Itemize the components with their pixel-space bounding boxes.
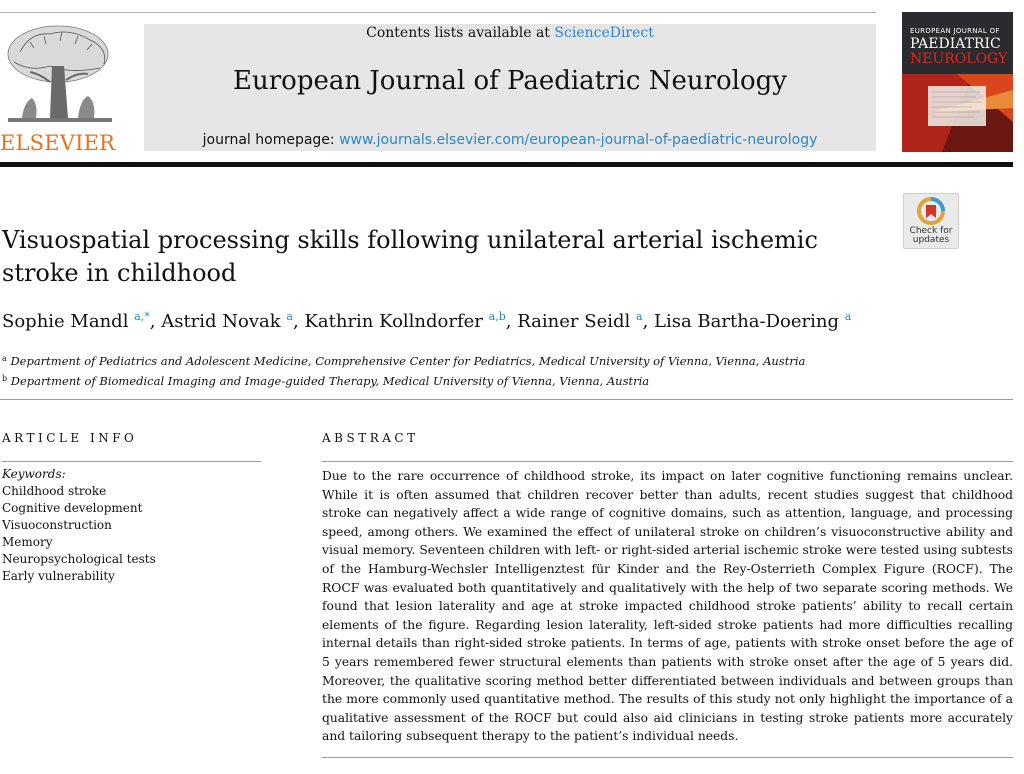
- affiliation-mark: a: [2, 354, 7, 363]
- affiliation-item: [2, 350, 1002, 370]
- affiliation-item: [2, 370, 1002, 390]
- sciencedirect-link[interactable]: ScienceDirect: [554, 25, 654, 41]
- top-divider: [0, 12, 876, 13]
- keywords-label: Keywords:: [2, 467, 66, 481]
- article-title: Visuospatial processing skills following unilateral arterial ischemic stroke in childhood: [2, 226, 818, 287]
- check-updates-line1: Check for: [909, 226, 953, 236]
- contents-line: [144, 25, 876, 41]
- abstract-heading: ABSTRACT: [322, 431, 419, 445]
- abstract-divider: [322, 461, 1013, 462]
- journal-cover-thumbnail[interactable]: [902, 12, 1013, 152]
- homepage-link[interactable]: www.journals.elsevier.com/european-journal-of-paediatric-neurology: [339, 132, 818, 148]
- check-for-updates-button[interactable]: [903, 193, 959, 249]
- header-thick-divider: [0, 162, 1013, 167]
- affiliation-text: Department of Pediatrics and Adolescent Medicine, Comprehensive Center for Pediatrics, Medical University of Vienna, Vienna, Austria: [10, 354, 806, 368]
- homepage-label: journal homepage:: [202, 132, 335, 148]
- keyword-item: Neuropsychological tests: [2, 552, 156, 566]
- bookmark-ring-icon: [904, 194, 958, 228]
- check-updates-line2: updates: [912, 235, 950, 245]
- author-name[interactable]: Lisa Bartha-Doering: [654, 311, 840, 332]
- cover-title-line3: NEUROLOGY: [910, 51, 1008, 67]
- section-divider: [0, 399, 1013, 400]
- keyword-item: Memory: [2, 535, 53, 549]
- keyword-item: Early vulnerability: [2, 569, 115, 583]
- affiliation-text: Department of Biomedical Imaging and Image-guided Therapy, Medical University of Vienna, Vienna, Austria: [10, 374, 650, 388]
- author-name[interactable]: Kathrin Kollndorfer: [304, 311, 483, 332]
- abstract-bottom-divider: [322, 757, 1013, 758]
- author-name[interactable]: Rainer Seidl: [517, 311, 631, 332]
- article-info-divider: [2, 461, 261, 462]
- affiliation-list: [2, 350, 1002, 390]
- author-name[interactable]: Astrid Novak: [161, 311, 281, 332]
- journal-banner: [144, 24, 876, 151]
- keyword-item: Visuoconstruction: [2, 518, 112, 532]
- article-info-heading: ARTICLE INFO: [2, 431, 138, 445]
- author-affiliation-mark[interactable]: a: [636, 310, 643, 323]
- keyword-item: Cognitive development: [2, 501, 143, 515]
- author-affiliation-mark[interactable]: a,b: [488, 310, 506, 323]
- author-affiliation-mark[interactable]: a: [286, 310, 293, 323]
- publisher-name: ELSEVIER: [0, 131, 116, 155]
- homepage-line: [144, 132, 876, 148]
- author-affiliation-mark[interactable]: a: [844, 310, 852, 323]
- keywords-block: [2, 466, 262, 585]
- affiliation-mark: b: [2, 374, 8, 383]
- cover-title-line2: PAEDIATRIC: [910, 36, 1001, 52]
- check-for-updates-label: [904, 227, 958, 245]
- author-name[interactable]: Sophie Mandl: [2, 311, 129, 332]
- abstract-body: Due to the rare occurrence of childhood stroke, its impact on later cognitive functioning remains unclear. While it is often assumed that children recover better than adults, recent studies suggest that childhood stroke can negatively affect a wide range of cognitive domains, such as attention, language, and processing speed, among others. We examined the effect of unilateral stroke on children’s visuoconstructive ability and visual memory. Seventeen children with left- or right-sided arterial ischemic stroke were tested using subtests of the Hamburg-Wechsler Intelligenztest für Kinder and the Rey-Osterrieth Complex Figure (ROCF). The ROCF was evaluated both quantitatively and qualitatively with the help of two separate scoring methods. We found that lesion laterality and age at stroke impacted childhood stroke patients’ ability to recall certain elements of the figure. Regarding lesion laterality, left-sided stroke patients had more difficulties recalling internal details than right-sided stroke patients. In terms of age, patients with stroke onset before the age of 5 years remembered fewer structural elements than patients with stroke onset after the age of 5 years did. Moreover, the qualitative scoring method better differentiated between individuals and between groups than the more commonly used quantitative method. The results of this study not only highlight the importance of a qualitative assessment of the ROCF but could also aid clinicians in testing stroke patients more accurately and tailoring subsequent therapy to the patient’s individual needs.: [322, 469, 1013, 744]
- elsevier-tree-icon: [0, 22, 120, 130]
- contents-prefix: Contents lists available at: [366, 25, 550, 41]
- author-affiliation-mark[interactable]: a,*: [134, 310, 150, 323]
- journal-title: European Journal of Paediatric Neurology: [233, 66, 787, 96]
- keyword-item: Childhood stroke: [2, 484, 107, 498]
- cover-title-line1: EUROPEAN JOURNAL OF: [910, 27, 1000, 35]
- author-list: Sophie Mandl $^{a,*}$, Astrid Novak $^a$, Kathrin Kollndorfer $^{a,b}$, Rainer Seidl $^a$, Lisa Bartha-Doering $^a$: [2, 310, 852, 332]
